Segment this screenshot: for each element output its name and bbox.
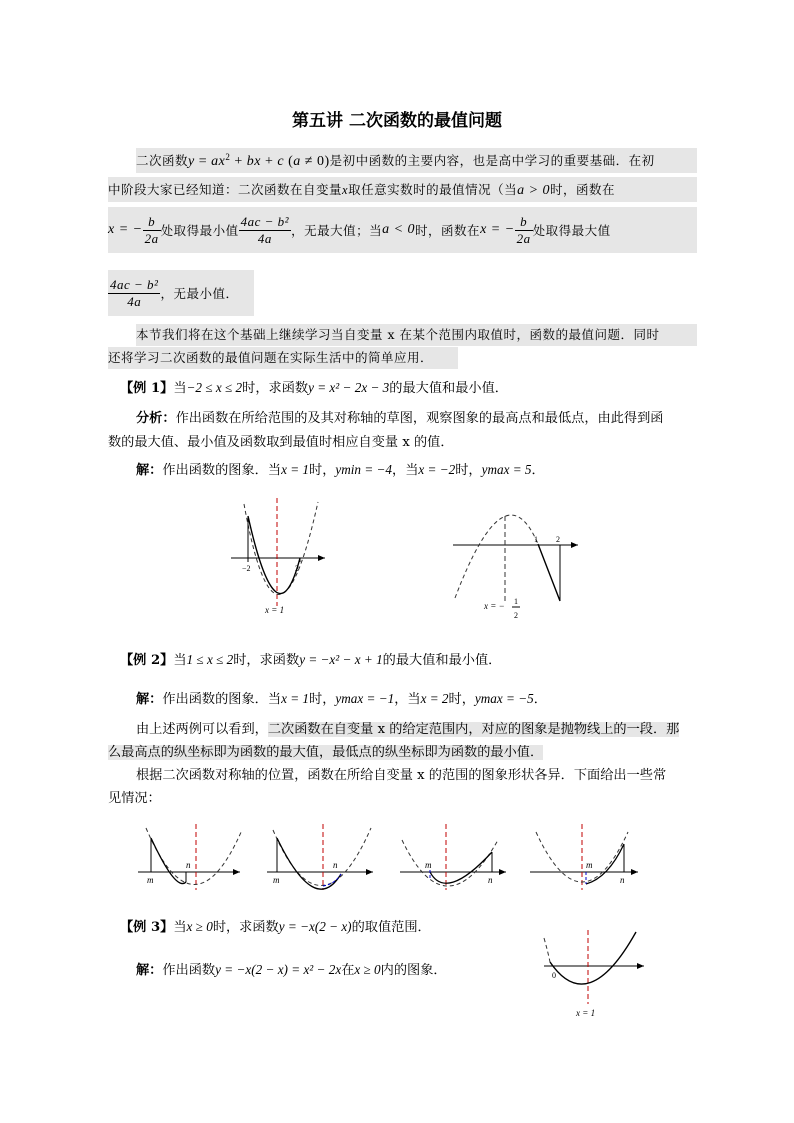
para2-line-2: 还将学习二次函数的最值问题在实际生活中的简单应用．: [108, 347, 458, 369]
tick-label: 1: [534, 535, 538, 544]
svg-text:n: n: [488, 875, 493, 885]
example-3-graph: [540, 928, 646, 1020]
tick-label: 2: [556, 535, 560, 544]
intro-formula: $y = ax^2$ + bx + c (a ≠ 0): [188, 152, 330, 169]
svg-text:x = 1: x = 1: [576, 1008, 596, 1018]
svg-text:m: m: [425, 860, 432, 870]
example-2-graph: [450, 506, 582, 630]
example-1-solution: 解：作出函数的图象．当x = 1时，ymin = −4，当x = −2时，ymax = 5．: [136, 462, 545, 478]
svg-text:m: m: [586, 860, 593, 870]
case-graph-2: [265, 822, 375, 892]
tick-label: −2: [242, 564, 251, 573]
example-1-graph: [228, 496, 328, 618]
parabola-segment: [538, 544, 560, 601]
parabola-dashed: [244, 502, 318, 595]
page-title: 第五讲 二次函数的最值问题: [292, 111, 502, 131]
svg-text:n: n: [186, 860, 191, 870]
fraction-b-over-2a: $\frac{b}{2a}$: [144, 213, 159, 246]
case-graph-1: [136, 822, 242, 892]
svg-text:m: m: [273, 875, 280, 885]
axis-label: x = −: [484, 601, 505, 611]
svg-text:0: 0: [552, 971, 556, 980]
x-axis-arrow: [318, 555, 325, 561]
intro-line-3: x = − $\frac{b}{2a}$ 处取得最小值 $\frac{\text{4ac − b²}}{4a}$ ，无最大值；当 a < 0 时，函数在 x = − $\frac{b}{2a}$ 处取得最大值: [108, 207, 697, 253]
svg-text:1: 1: [514, 597, 518, 606]
fraction-max-value: $\frac{\text{4ac − b²}}{4a}$: [110, 276, 159, 309]
case-graph-3: [398, 822, 508, 892]
para2-line-1: 本节我们将在这个基础上继续学习当自变量 x 在某个范围内取值时，函数的最值问题．同时: [136, 324, 697, 346]
svg-text:2: 2: [514, 611, 518, 620]
para3: 由上述两例可以看到，二次函数在自变量 x 的给定范围内，对应的图象是抛物线上的一段．那 么最高点的纵坐标即为函数的最大值，最低点的纵坐标即为函数的最小值． 根据二次函数对称轴的位置，函数在所给自变量 x 的范围的图象形状各异．下面给出一些常 见情况：: [108, 722, 680, 806]
parabola-dashed: [455, 515, 538, 598]
intro-line-1: 二次函数$y = ax^2$ + bx + c (a ≠ 0)是初中函数的主要内容，也是高中学习的重要基础．在初: [136, 148, 697, 173]
case-graph-4: [528, 822, 640, 892]
axis-label: x = 1: [265, 605, 285, 615]
fraction-min-value: $\frac{\text{4ac − b²}}{4a}$: [240, 213, 290, 246]
example-3-solution: 解：作出函数y = −x(2 − x) = x² − 2x在x ≥ 0内的图象．: [136, 962, 447, 978]
intro-line-2: 中阶段大家已经知道：二次函数在自变量x取任意实数时的最值情况（当a > 0时，函数在: [108, 177, 697, 202]
example-1-question: 【例 1】当−2 ≤ x ≤ 2时，求函数y = x² − 2x − 3的最大值和最小值．: [120, 380, 508, 396]
tick-label: 2: [295, 564, 299, 573]
intro-line-4: $\frac{\text{4ac − b²}}{4a}$ ，无最小值．: [108, 270, 254, 316]
example-3-question: 【例 3】当x ≥ 0时，求函数y = −x(2 − x)的取值范围．: [120, 919, 431, 935]
example-1-analysis: 分析：作出函数在所给范围的及其对称轴的草图，观察图象的最高点和最低点，由此得到函 数的最大值、最小值及函数取到最值时相应自变量 x 的值．: [108, 411, 664, 450]
x-axis-arrow: [571, 542, 578, 548]
example-2-solution: 解：作出函数的图象．当x = 1时，ymax = −1，当x = 2时，ymax = −5．: [136, 691, 547, 707]
svg-text:n: n: [620, 875, 625, 885]
svg-text:n: n: [333, 860, 338, 870]
example-2-question: 【例 2】当1 ≤ x ≤ 2时，求函数y = −x² − x + 1的最大值和最小值．: [120, 652, 502, 668]
svg-text:m: m: [147, 875, 154, 885]
